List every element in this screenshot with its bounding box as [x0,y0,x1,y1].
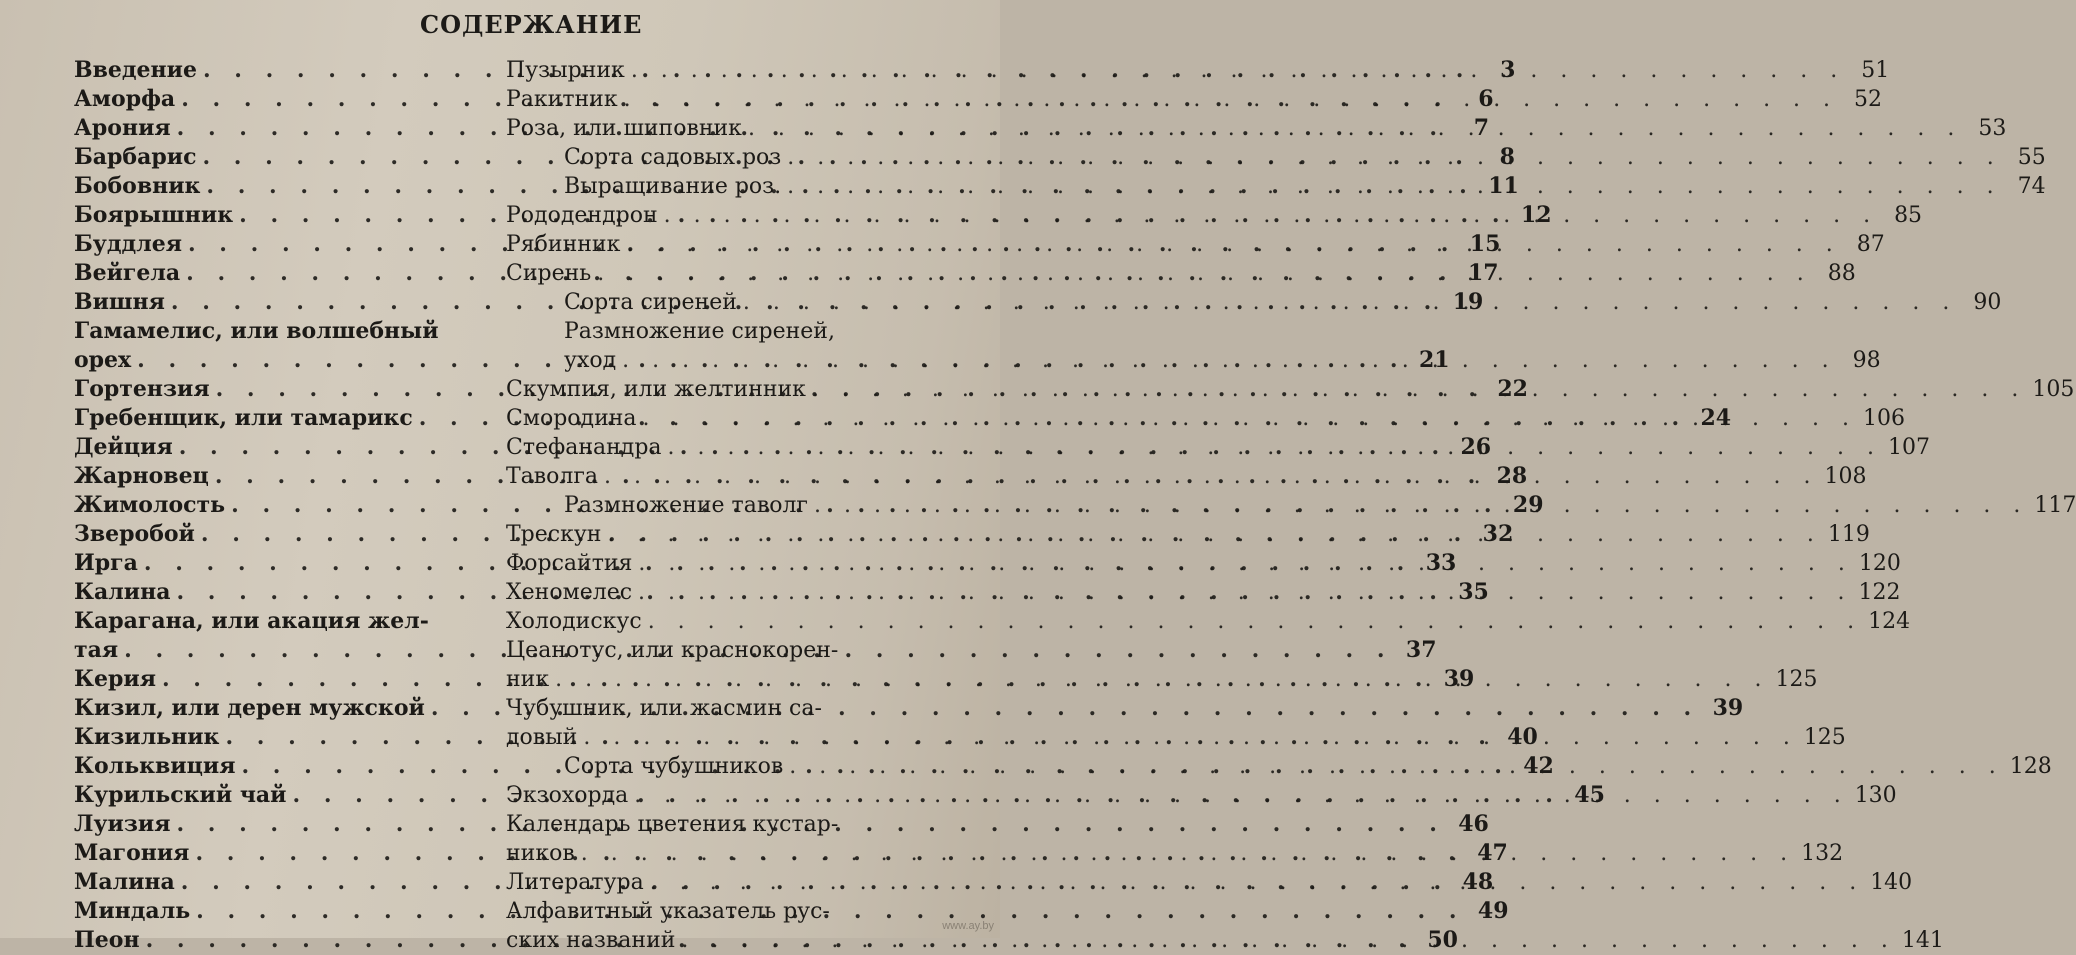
toc-page-number: 7 [1473,115,1490,141]
toc-page-number: 53 [1978,116,2007,141]
toc-page-number: 21 [1418,347,1450,373]
toc-page-number: 132 [1801,841,1844,866]
dot-leader [748,114,1962,143]
dot-leader [622,346,1836,375]
toc-entry-title: Кизил, или дерен мужской [74,695,425,721]
toc-page-number: 49 [1477,898,1509,924]
toc-page-number: 122 [1858,580,1901,605]
toc-entry-title: ников [506,841,575,866]
toc-page-number: 98 [1852,348,1881,373]
toc-entry-title-line1: Гамамелис, или волшебный [74,318,439,344]
toc-entry-title: Ракитник [506,87,618,112]
toc-page-number: 46 [1458,811,1489,837]
toc-entry-title: Пузырник [506,58,625,83]
toc-entry-title: Сирень [506,261,592,286]
toc-entry-title: Экзохорда [506,783,629,808]
toc-page-number: 128 [2009,754,2052,779]
toc-page-number: 117 [2034,493,2076,518]
toc-entry-title: Калина [74,579,171,605]
toc-entry-title-line1: Чубушник, или жасмин са- [506,696,822,721]
toc-page-number: 12 [1520,202,1552,228]
toc-entry-title: Миндаль [74,898,191,924]
toc-page-number: 33 [1425,550,1457,576]
toc-page-number: 105 [2032,377,2075,402]
toc-entry-title: Зверобой [74,521,195,547]
dot-leader [650,868,1864,897]
toc-page-number: 8 [1499,144,1515,170]
toc-entry-title: Введение [74,57,197,83]
dot-leader [643,404,1857,433]
toc-entry-title: Барбарис [74,144,197,170]
toc-entry-title: Сорта садовых роз [564,145,782,170]
dot-leader [638,549,1852,578]
dot-leader [634,781,1848,810]
dot-leader [631,56,1845,85]
dot-leader [743,288,1957,317]
toc-page-number: 22 [1497,376,1528,402]
toc-page-number: 107 [1888,435,1930,460]
toc-entry-title: Арония [74,115,171,141]
toc-page-number: 52 [1854,87,1883,112]
toc-entry [506,85,1883,114]
toc-page-number: 88 [1827,261,1856,286]
toc-page-number: 120 [1858,551,1901,576]
toc-entry-title: Кизильник [74,724,220,750]
toc-page-number: 39 [1712,695,1744,721]
toc-page-number: 55 [2017,145,2046,170]
toc-entry-title: Размножение таволг [564,493,808,518]
toc-entry-title: Магония [74,840,190,866]
toc-page-number: 87 [1856,232,1885,257]
dot-leader [664,201,1878,230]
toc-page-number: 19 [1452,289,1484,315]
dot-leader [597,259,1811,288]
toc-entry-title: Сорта сиреней [564,290,737,315]
toc-page-number: 32 [1482,521,1514,547]
dot-leader [789,752,2003,781]
toc-entry-title: тая [74,637,119,663]
toc-entry-title-line1: Цеанотус, или краснокорен- [506,638,839,663]
toc-page-number: 74 [2017,174,2046,199]
dot-leader [648,607,1862,636]
toc-entry-title: Трескун [506,522,602,547]
toc-entry-title: Стефанандра [506,435,662,460]
toc-page-number: 125 [1803,725,1846,750]
toc-entry-title: Вишня [74,289,165,315]
toc-page-number: 119 [1827,522,1870,547]
dot-leader [668,433,1882,462]
toc-entry-title: Роза, или шиповник [506,116,742,141]
toc-page-number: 45 [1574,782,1605,808]
dot-leader [583,723,1797,752]
toc-entry-title: ник [506,667,550,692]
toc-page-number: 85 [1894,203,1923,228]
toc-page-number: 140 [1870,870,1913,895]
toc-entry-title: Холодискус [506,609,642,634]
toc-entry-title: Литература [506,870,644,895]
toc-page-number: 37 [1405,637,1437,663]
toc-entry-title: Малина [74,869,175,895]
toc-entry-title: Гортензия [74,376,210,402]
toc-entry-title: Жарновец [74,463,209,489]
toc-entry-title: Сорта чубушников [564,754,784,779]
toc-entry-title: Форсайтия [506,551,633,576]
toc-page-number: 48 [1462,869,1494,895]
toc-page-number: 47 [1477,840,1508,866]
dot-leader [607,520,1821,549]
toc-page-number: 24 [1700,405,1732,431]
toc-entry-title: Курильский чай [74,782,287,808]
toc-entry-title: Выращивание роз. [564,174,782,199]
toc-page-number: 42 [1523,753,1554,779]
toc-page-number: 6 [1478,86,1494,112]
toc-page-number: 28 [1496,463,1528,489]
toc-page-number: 130 [1854,783,1897,808]
toc-entry-title: Вейгела [74,260,181,286]
toc-page-number: 17 [1467,260,1499,286]
toc-page-number: 90 [1973,290,2002,315]
dot-leader [604,462,1818,491]
toc-entry-title: Аморфа [74,86,176,112]
toc-page-number: 51 [1861,58,1890,83]
toc-entry [506,607,1911,636]
toc-entry-title-line1: Карагана, или акация жел- [74,608,429,634]
dot-leader [787,172,2001,201]
watermark: www.ay.by [942,920,994,932]
toc-entry [506,114,2007,143]
dot-leader [581,839,1795,868]
toc-entry-title: ских названий [506,928,676,953]
toc-page-number: 29 [1512,492,1544,518]
toc-entry-title: Боярышник [74,202,234,228]
toc-page-number: 50 [1427,927,1458,953]
toc-entry-title: Смородина [506,406,637,431]
toc-entry-title: Гребенщик, или тамарикс [74,405,413,431]
toc-entry-title-line1: Календарь цветения кустар- [506,812,839,837]
toc-page-number: 106 [1862,406,1905,431]
toc-entry-title: Керия [74,666,156,692]
toc-entry-title: Бобовник [74,173,201,199]
dot-leader [555,665,1769,694]
dot-leader [681,926,1895,955]
toc-subentry [506,143,2046,172]
toc-entry-title: Таволга [506,464,599,489]
toc-entry-title: Буддлея [74,231,182,257]
toc-entry-title: Кольквиция [74,753,236,779]
toc-page-number: 35 [1458,579,1489,605]
toc-page-number: 124 [1868,609,1911,634]
dot-leader [812,375,2026,404]
toc-entry-title: Жимолость [74,492,226,518]
toc-entry-title-line1: Размножение сиреней, [564,319,835,344]
toc-entry-title: Скумпия, или желтинник [506,377,806,402]
toc-entry-title: Ирга [74,550,138,576]
toc-entry-title: орех [74,347,132,373]
toc-page-number: 26 [1460,434,1492,460]
toc-page-number: 108 [1824,464,1867,489]
toc-page-number: 40 [1507,724,1538,750]
toc-entry-title: Пеон [74,927,140,953]
toc-entry [506,56,1890,85]
dot-leader [638,578,1852,607]
toc-entry-title: Хеномелес [506,580,633,605]
page-title: СОДЕРЖАНИЕ [420,10,643,39]
toc-page-number: 11 [1488,173,1519,199]
toc-entry-title: Луизия [74,811,171,837]
toc-entry-title: Рододендрон [506,203,658,228]
toc-page-number: 141 [1901,928,1944,953]
toc-page-number: 39 [1443,666,1475,692]
dot-leader [814,491,2028,520]
toc-entry-title: Рябинник [506,232,621,257]
toc-page-number: 15 [1469,231,1501,257]
dot-leader [626,230,1840,259]
toc-entry-title: довый [506,725,578,750]
toc-entry-title-line1: Алфавитный указатель рус- [506,899,830,924]
toc-entry-title: уход [564,348,617,373]
dot-leader [624,85,1838,114]
toc-page-number: 125 [1775,667,1818,692]
toc-entry-title: Дейция [74,434,173,460]
toc-page-number: 3 [1500,57,1516,83]
dot-leader [787,143,2001,172]
